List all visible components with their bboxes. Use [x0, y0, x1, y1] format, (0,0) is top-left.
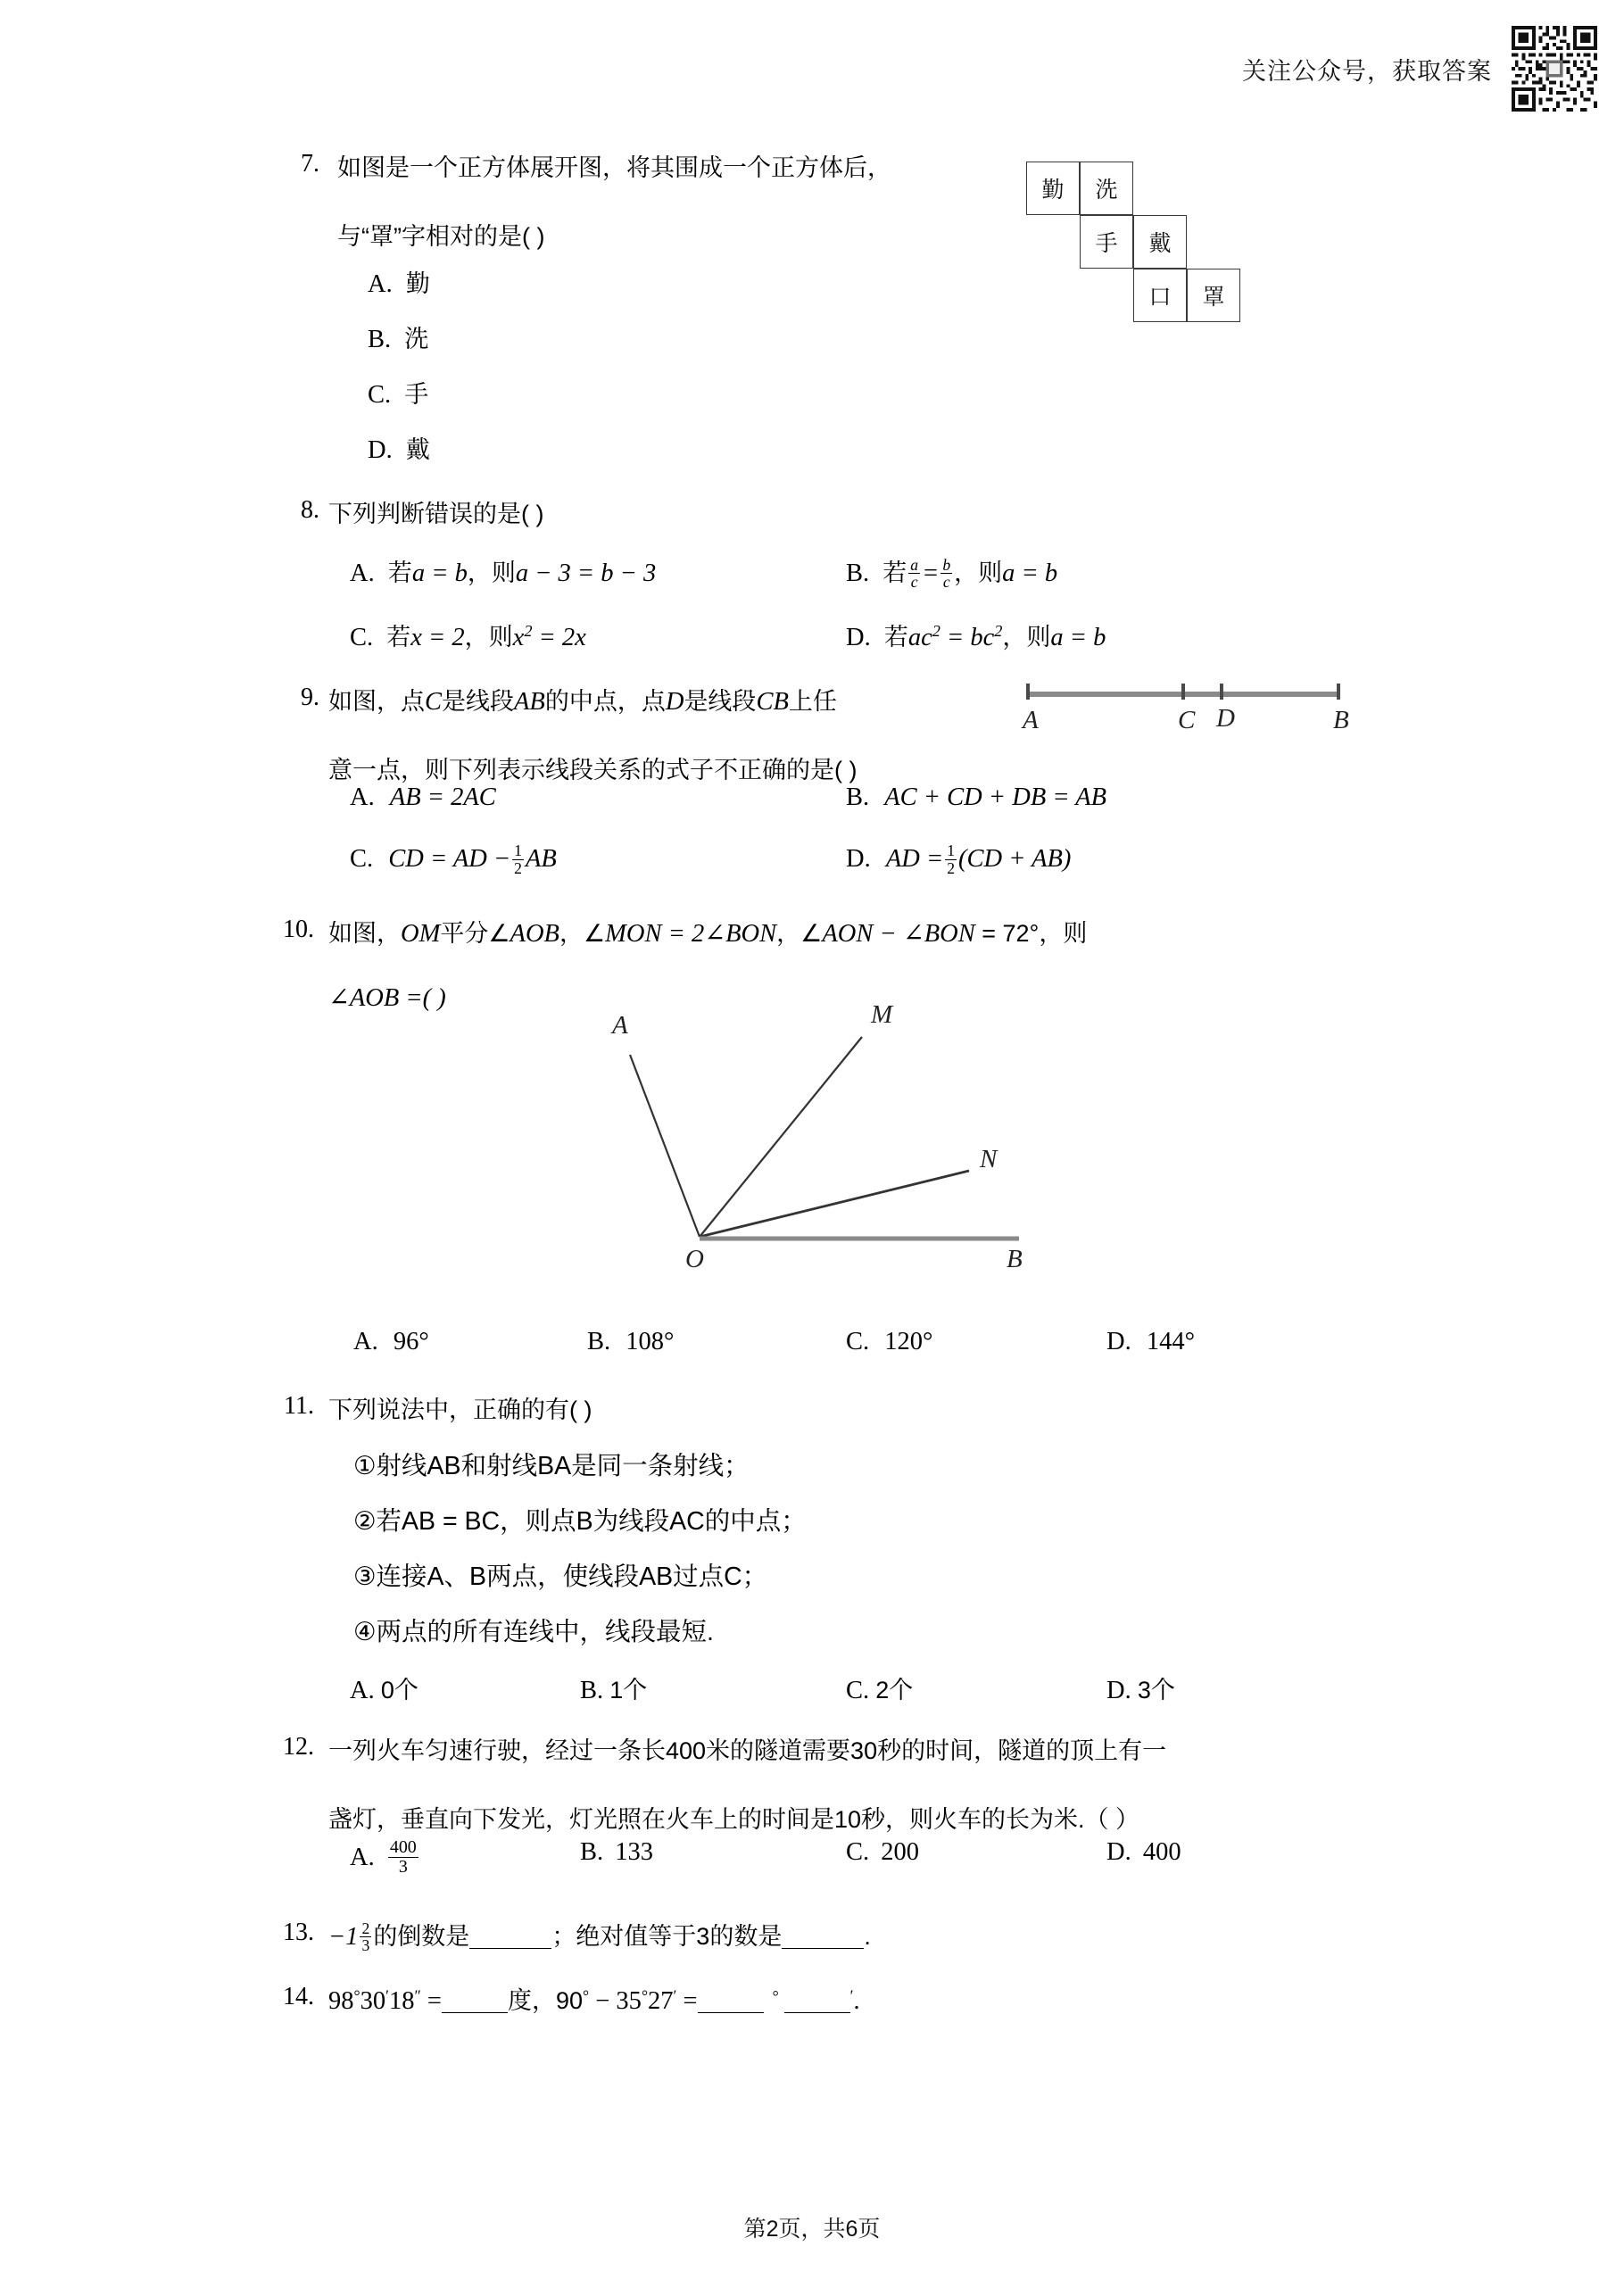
q7-option-d-text: 戴: [405, 436, 430, 463]
q8-b-num1: a: [910, 555, 919, 574]
q8-option-b-ze: ，则: [954, 559, 1003, 586]
question-10: [328, 914, 1087, 1013]
q11-option-a-label: A.: [350, 1677, 375, 1704]
q11-option-a[interactable]: [350, 1670, 418, 1705]
q14-blank-3[interactable]: [784, 1987, 850, 2014]
q10-l1f: MON: [605, 920, 662, 948]
q12-option-b-label: B.: [580, 1838, 604, 1866]
q10-l2a: ∠: [328, 984, 350, 1012]
q12-option-a[interactable]: [350, 1838, 420, 1877]
q8-option-d-sup2: 2: [994, 621, 1003, 640]
q8-option-a-eq2: a − 3 = b − 3: [515, 559, 657, 587]
q13-pre: −1: [328, 1923, 359, 1951]
q14-deg2: °: [583, 1986, 590, 2005]
q8-b-den2: c: [940, 573, 952, 591]
q12-a-num: 400: [389, 1837, 417, 1857]
net-cell-0-char: 勤: [1041, 178, 1065, 203]
q8-option-d-label: D.: [846, 624, 871, 651]
angle-label-a: A: [612, 1011, 628, 1040]
q8-option-a-eq1: a = b: [411, 559, 468, 587]
q8-option-d-base1: ac: [907, 624, 932, 651]
point-label-c: C: [1178, 706, 1196, 734]
q14-p1: 98: [328, 1987, 354, 2015]
q14-p4: 27: [648, 1987, 674, 2015]
q12-option-a-frac: [388, 1838, 418, 1877]
q13-blank-1[interactable]: [469, 1923, 551, 1950]
q11-option-b[interactable]: [580, 1670, 647, 1705]
q8-option-d-eq2: a = b: [1050, 624, 1106, 651]
cube-net-figure: [1026, 162, 1249, 327]
q9-option-c-frac: [512, 842, 524, 876]
question-12-number: 12.: [283, 1733, 314, 1761]
q9-option-a-expr: AB = 2AC: [389, 783, 496, 811]
question-14: [328, 1981, 860, 2016]
q10-stem-line-1: [328, 914, 1087, 949]
point-label-a: A: [1023, 706, 1039, 734]
ray-om: [700, 1037, 862, 1237]
q14-blank-2[interactable]: [698, 1987, 764, 2014]
q10-option-d-label: D.: [1106, 1328, 1131, 1355]
question-11-number: 11.: [284, 1392, 314, 1420]
q10-option-c[interactable]: [846, 1328, 932, 1356]
q11-option-c-text: 2个: [875, 1677, 914, 1703]
q9-option-d-label: D.: [846, 845, 871, 874]
q7-stem-line-1: 如图是一个正方体展开图，将其围成一个正方体后，: [337, 154, 891, 181]
q8-b-num2: b: [942, 555, 951, 574]
q11-statement-2: ②若AB = BC，则点B为线段AC的中点；: [353, 1507, 807, 1536]
q10-l1l: BON: [924, 920, 975, 948]
q10-option-b[interactable]: [587, 1328, 674, 1356]
q14-p2: 30: [360, 1987, 386, 2015]
angle-label-n: N: [980, 1145, 998, 1173]
question-7: [337, 148, 891, 252]
q10-l1k: − ∠: [873, 920, 924, 948]
q7-option-b[interactable]: [368, 319, 428, 354]
q13-frac: [360, 1920, 371, 1954]
q13-num: 2: [361, 1919, 370, 1937]
q7-option-a[interactable]: [368, 264, 430, 299]
q8-option-b[interactable]: [846, 553, 1057, 591]
q12-option-b-text: 133: [615, 1838, 654, 1866]
q10-option-a-text: 96°: [393, 1328, 429, 1355]
q9-l1h: CB: [756, 688, 789, 716]
q12-stem-line-1: 一列火车匀速行驶，经过一条长400米的隧道需要30秒的时间，隧道的顶上有一: [328, 1737, 1167, 1764]
angle-label-o: O: [685, 1245, 704, 1273]
q8-option-a-label: A.: [350, 559, 375, 587]
net-cell-5-char: 罩: [1202, 285, 1225, 310]
q12-a-den: 3: [388, 1857, 418, 1877]
q10-l1i: ，∠: [776, 920, 823, 947]
q14-unit1: 度，90: [508, 1987, 584, 2014]
q11-option-a-text: 0个: [380, 1677, 418, 1703]
q9-option-c-pre: CD = AD −: [388, 845, 511, 874]
q10-l1g: = 2∠: [661, 920, 726, 948]
q9-option-d-post: (CD + AB): [958, 845, 1072, 874]
q12-option-d-label: D.: [1106, 1838, 1131, 1866]
q11-option-b-text: 1个: [609, 1677, 648, 1703]
q11-option-c-label: C.: [846, 1677, 870, 1704]
q14-eq1: =: [420, 1987, 442, 2015]
net-cell-4: [1133, 269, 1187, 322]
question-11: [328, 1390, 592, 1425]
q7-option-d[interactable]: [368, 430, 430, 465]
q8-option-b-ruo: 若: [882, 559, 907, 586]
q10-l1e: ，∠: [559, 920, 606, 947]
point-label-d: D: [1216, 704, 1235, 733]
question-10-number: 10.: [283, 916, 314, 943]
q9-option-a-label: A.: [350, 783, 375, 811]
q8-option-c-sup: 2: [524, 621, 533, 640]
q10-l1b: OM: [401, 920, 441, 948]
q9-option-b-expr: AC + CD + DB = AB: [884, 783, 1107, 811]
q10-l1a: 如图，: [328, 920, 401, 947]
q7-option-b-text: 洗: [404, 326, 429, 352]
q7-option-c-text: 手: [404, 381, 429, 408]
q8-option-d-mid: = bc: [940, 624, 995, 651]
q8-option-c-ze: ，则: [464, 624, 513, 651]
net-cell-2-char: 手: [1095, 231, 1118, 256]
angle-label-b: B: [1007, 1245, 1023, 1273]
q10-l1c: 平分∠: [440, 920, 510, 947]
q9-stem-line-1: [328, 682, 857, 717]
q9-option-b-label: B.: [846, 783, 870, 811]
question-9-number: 9.: [301, 684, 319, 711]
q8-option-b-label: B.: [846, 559, 870, 587]
q8-option-d-ruo: 若: [883, 624, 908, 651]
q14-end: .: [853, 1987, 860, 2015]
q14-p3: 18: [388, 1987, 415, 2015]
q9-option-d-frac: [945, 842, 957, 876]
q10-l1m: = 72°，则: [974, 920, 1088, 947]
net-cell-3-char: 戴: [1148, 231, 1172, 256]
q7-stem-line-2: 与“罩”字相对的是( ): [337, 223, 545, 250]
angle-label-m: M: [871, 1000, 893, 1029]
net-cell-2: [1080, 215, 1133, 269]
q11-statement-3: ③连接A、B两点，使线段AB过点C；: [353, 1562, 768, 1591]
q9-l1i: 上任: [788, 688, 837, 715]
q14-eq2: =: [676, 1987, 698, 2015]
q11-option-c[interactable]: [846, 1670, 913, 1705]
q8-option-b-frac-1: [908, 557, 920, 591]
q13-end: .: [864, 1923, 871, 1950]
q13-mid1: 的倒数是: [373, 1923, 470, 1950]
q8-option-c-base: x: [512, 624, 525, 651]
page-footer: 第2页，共6页: [743, 2217, 881, 2242]
net-cell-0: [1026, 162, 1080, 215]
q9-option-c[interactable]: [350, 842, 557, 876]
question-8-number: 8.: [301, 496, 319, 524]
q8-option-c[interactable]: [350, 618, 586, 652]
q10-option-c-text: 120°: [884, 1328, 933, 1355]
net-cell-3: [1133, 215, 1187, 269]
q12-option-c-label: C.: [846, 1838, 870, 1866]
q9-l1g: 是线段: [684, 688, 757, 715]
q9-d-num: 1: [947, 841, 956, 859]
net-cell-5: [1187, 269, 1240, 322]
q7-option-d-label: D.: [368, 436, 393, 464]
q7-option-a-text: 勤: [405, 270, 430, 297]
q9-option-c-post: AB: [526, 845, 557, 874]
q10-l1h: BON: [725, 920, 777, 948]
net-cell-4-char: 口: [1148, 285, 1172, 310]
q8-option-a-ze: ，则: [467, 559, 516, 586]
q8-option-c-eq1: x = 2: [410, 624, 465, 651]
q11-option-d-text: 3个: [1137, 1677, 1175, 1703]
q9-l1e: 的中点，点: [544, 688, 666, 715]
q11-statement-4: ④两点的所有连线中，线段最短.: [353, 1618, 714, 1646]
q10-option-b-label: B.: [587, 1328, 611, 1355]
q9-l1c: 是线段: [442, 688, 515, 715]
angle-diagram-figure: [580, 999, 1044, 1285]
q8-option-a-ruo: 若: [387, 559, 412, 586]
q10-l1d: AOB: [510, 920, 559, 948]
q9-l1a: 如图，点: [328, 688, 425, 715]
q8-option-b-eq2: a = b: [1002, 559, 1058, 587]
q12-option-a-label: A.: [350, 1843, 375, 1871]
q11-option-d-label: D.: [1106, 1677, 1131, 1704]
q9-option-d-pre: AD =: [885, 845, 944, 874]
q9-stem-line-2: 意一点，则下列表示线段关系的式子不正确的是( ): [328, 757, 858, 783]
q14-deg3: °: [641, 1986, 648, 2005]
ray-on: [700, 1171, 969, 1237]
q13-blank-2[interactable]: [782, 1923, 864, 1950]
q14-minus: − 35: [589, 1987, 642, 2015]
q10-l2c: =( ): [399, 984, 446, 1012]
q10-option-b-text: 108°: [626, 1328, 675, 1355]
question-8: [328, 494, 543, 529]
q14-deg4: °: [772, 1986, 779, 2005]
q9-l1f: D: [665, 688, 684, 716]
q12-stem-line-2: 盏灯，垂直向下发光，灯光照在火车上的时间是10秒，则火车的长为米.（ ）: [328, 1806, 1140, 1833]
question-14-number: 14.: [283, 1983, 314, 2010]
net-cell-1-char: 洗: [1095, 178, 1118, 203]
q8-b-den1: c: [908, 573, 920, 591]
q14-deg1: °: [353, 1986, 360, 2005]
ray-oa: [630, 1055, 700, 1237]
q11-option-d[interactable]: [1106, 1670, 1175, 1705]
q8-option-b-eqsign: =: [922, 559, 940, 587]
number-line-figure: [1017, 669, 1356, 758]
q11-stem: 下列说法中，正确的有( ): [328, 1397, 592, 1423]
q10-option-a[interactable]: [353, 1328, 429, 1356]
q14-pr4: ′: [849, 1986, 854, 2005]
q11-statement-1: ①射线AB和射线BA是同一条射线；: [353, 1452, 750, 1480]
q8-option-d-sup1: 2: [932, 621, 940, 640]
q7-option-a-label: A.: [368, 270, 393, 298]
q13-mid2: ；绝对值等于3的数是: [551, 1923, 783, 1950]
point-label-b: B: [1333, 706, 1349, 734]
q9-c-num: 1: [514, 841, 522, 859]
q9-l1d: AB: [514, 688, 545, 716]
q8-option-c-label: C.: [350, 624, 374, 651]
question-9: [328, 682, 857, 785]
q8-option-a[interactable]: [350, 553, 656, 588]
q9-l1b: C: [425, 688, 443, 716]
q14-pr3: ′: [673, 1986, 677, 2005]
q14-pr1: ′: [385, 1986, 389, 2005]
q8-option-c-ruo: 若: [386, 624, 411, 651]
q8-stem: 下列判断错误的是( ): [328, 501, 544, 527]
q12-option-c[interactable]: [846, 1838, 919, 1867]
q8-option-b-frac-2: [940, 557, 952, 591]
q7-option-c[interactable]: [368, 375, 428, 410]
q10-option-c-label: C.: [846, 1328, 870, 1355]
q8-option-c-tail: = 2x: [532, 624, 586, 651]
q9-option-a[interactable]: [350, 783, 496, 812]
follow-account-note: 关注公众号，获取答案: [1242, 57, 1492, 85]
q8-option-d[interactable]: [846, 618, 1106, 652]
question-13-number: 13.: [283, 1919, 314, 1946]
q14-blank-1[interactable]: [442, 1987, 508, 2014]
q9-option-b[interactable]: [846, 783, 1106, 812]
q12-option-d-text: 400: [1142, 1838, 1181, 1866]
q9-option-c-label: C.: [350, 845, 374, 874]
q9-d-den: 2: [947, 858, 956, 877]
q12-option-b[interactable]: [580, 1838, 653, 1867]
q7-option-b-label: B.: [368, 326, 392, 353]
header: [973, 20, 1597, 118]
question-13: [328, 1917, 871, 1954]
q8-option-d-ze: ，则: [1002, 624, 1051, 651]
q10-l2b: AOB: [349, 984, 400, 1012]
q7-option-c-label: C.: [368, 381, 392, 409]
question-12: [328, 1731, 1166, 1835]
question-7-number: 7.: [301, 150, 319, 178]
q10-option-d-text: 144°: [1146, 1328, 1195, 1355]
q10-option-a-label: A.: [353, 1328, 378, 1355]
q14-pr2: ″: [414, 1986, 421, 2005]
q13-den: 3: [361, 1936, 370, 1955]
q12-option-c-text: 200: [881, 1838, 920, 1866]
q11-option-b-label: B.: [580, 1677, 604, 1704]
qr-code-icon: [1512, 26, 1597, 112]
q9-c-den: 2: [514, 858, 522, 877]
net-cell-1: [1080, 162, 1133, 215]
q9-option-d[interactable]: [846, 842, 1071, 876]
q10-option-d[interactable]: [1106, 1328, 1195, 1356]
q12-option-d[interactable]: [1106, 1838, 1181, 1867]
q10-l1j: AON: [822, 920, 874, 948]
